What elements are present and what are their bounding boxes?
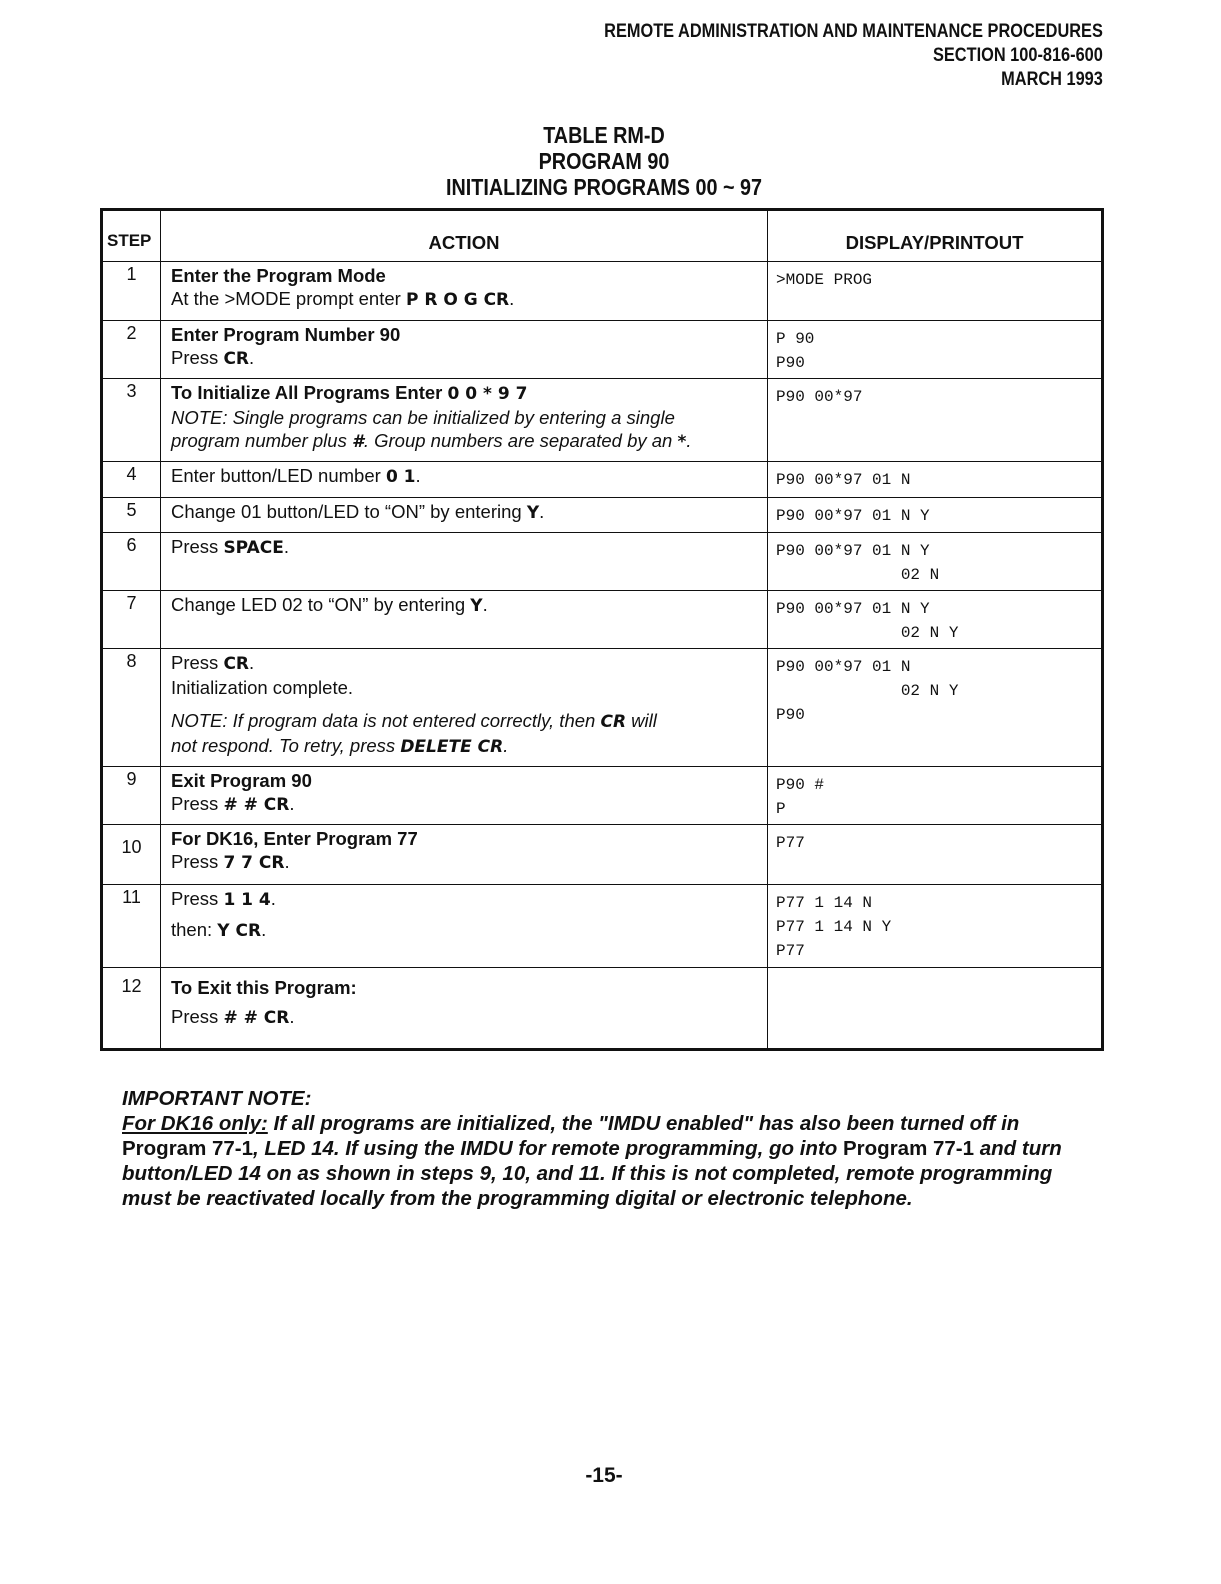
display-cell: P77 1 14 N P77 1 14 N Y P77 xyxy=(776,894,892,960)
punct: . xyxy=(249,652,255,673)
action-text: Press xyxy=(171,793,224,814)
title-line-2: PROGRAM 90 xyxy=(538,148,670,174)
step-number: 7 xyxy=(103,591,161,648)
table-row xyxy=(103,648,1101,766)
display-cell: P90 00*97 01 N Y xyxy=(776,507,930,525)
punct: . xyxy=(415,465,421,486)
action-cell xyxy=(161,498,768,532)
action-line xyxy=(171,792,757,817)
step-number: 3 xyxy=(103,379,161,461)
note-line xyxy=(171,709,757,734)
title-line-1: TABLE RM-D xyxy=(543,122,665,148)
punct: . xyxy=(503,735,509,756)
step-number: 10 xyxy=(103,825,161,884)
display-cell: >MODE PROG xyxy=(776,271,873,289)
page-number: -15- xyxy=(585,1464,623,1487)
keys: CR xyxy=(223,349,250,369)
action-heading: Enter the Program Mode xyxy=(171,265,386,286)
keys: * xyxy=(677,432,687,452)
action-cell xyxy=(161,533,768,590)
note-text: . Group numbers are separated by an xyxy=(363,430,678,451)
note-text: not respond. To retry, press xyxy=(171,735,401,756)
display-cell: P90 00*97 01 N Y 02 N xyxy=(776,542,940,584)
action-line xyxy=(171,381,757,406)
table-row xyxy=(103,378,1101,461)
table-row xyxy=(103,261,1101,320)
procedure-table xyxy=(100,208,1104,1051)
table-row xyxy=(103,766,1101,824)
step-number: 5 xyxy=(103,498,161,532)
action-heading: To Initialize All Programs Enter xyxy=(171,382,448,403)
punct: . xyxy=(270,888,276,909)
header-line-3: MARCH 1993 xyxy=(1001,69,1103,90)
action-cell xyxy=(161,379,768,461)
running-header xyxy=(604,20,1103,92)
table-row xyxy=(103,497,1101,532)
keys: # # CR xyxy=(223,1008,290,1028)
keys: 0 1 xyxy=(385,467,416,487)
table-title xyxy=(85,122,1124,200)
display-cell: P90 00*97 01 N Y 02 N Y xyxy=(776,600,959,642)
punct: . xyxy=(509,288,515,309)
action-cell xyxy=(161,591,768,648)
display-cell xyxy=(768,968,1101,1048)
action-line xyxy=(171,287,757,312)
step-number: 6 xyxy=(103,533,161,590)
step-number: 11 xyxy=(103,885,161,967)
punct: . xyxy=(482,594,488,615)
keys: Y xyxy=(470,596,483,616)
display-cell: P77 xyxy=(776,834,805,852)
step-number: 9 xyxy=(103,767,161,824)
note-program: Program 77-1 xyxy=(122,1137,254,1160)
action-text: Change LED 02 to “ON” by entering xyxy=(171,594,471,615)
display-cell: P90 00*97 01 N 02 N Y P90 xyxy=(776,658,959,724)
table-row xyxy=(103,967,1101,1048)
punct: . xyxy=(261,919,267,940)
keys: # # CR xyxy=(223,795,290,815)
note-text: will xyxy=(626,710,657,731)
keys: 0 0 * 9 7 xyxy=(447,384,528,404)
action-heading: To Exit this Program: xyxy=(171,977,357,998)
keys: 7 7 CR xyxy=(223,853,285,873)
header-line-2: SECTION 100-816-600 xyxy=(933,45,1103,66)
action-line xyxy=(171,999,757,1030)
title-line-3: INITIALIZING PROGRAMS 00 ~ 97 xyxy=(446,174,762,200)
punct: . xyxy=(289,1006,295,1027)
keys: CR xyxy=(223,654,250,674)
important-note xyxy=(122,1086,1102,1211)
action-cell xyxy=(161,262,768,320)
action-cell xyxy=(161,321,768,378)
keys: Y CR xyxy=(217,921,262,941)
note-text: NOTE: If program data is not entered correctly, then xyxy=(171,710,601,731)
action-heading: Exit Program 90 xyxy=(171,770,312,791)
action-line xyxy=(171,346,757,371)
display-cell: P90 00*97 xyxy=(776,388,863,406)
action-text: Press xyxy=(171,347,224,368)
action-text: Press xyxy=(171,888,224,909)
note-text: If all programs are initialized, the "IMDU enabled" has also been turned off in xyxy=(267,1112,1020,1135)
action-heading: For DK16, Enter Program 77 xyxy=(171,828,418,849)
action-text: Change 01 button/LED to “ON” by entering xyxy=(171,501,527,522)
display-cell: P90 00*97 01 N xyxy=(776,471,911,489)
important-note-heading: IMPORTANT NOTE: xyxy=(122,1087,312,1110)
table-header-row xyxy=(103,211,1101,261)
action-line xyxy=(171,850,757,875)
keys: P R O G CR xyxy=(405,290,510,310)
table-row xyxy=(103,590,1101,648)
column-header-display: DISPLAY/PRINTOUT xyxy=(845,232,1024,253)
action-text: Enter button/LED number xyxy=(171,465,386,486)
note-text: program number plus xyxy=(171,430,352,451)
punct: . xyxy=(249,347,255,368)
table-row xyxy=(103,824,1101,884)
action-line xyxy=(171,912,757,943)
step-number: 12 xyxy=(103,968,161,1048)
keys: Y xyxy=(526,503,540,523)
keys: # xyxy=(351,432,364,452)
action-text: Press xyxy=(171,652,224,673)
note-line xyxy=(171,734,757,759)
note-program: Program 77-1 xyxy=(843,1137,975,1160)
table-row xyxy=(103,320,1101,378)
column-header-step: STEP xyxy=(103,211,161,261)
action-text: Press xyxy=(171,851,224,872)
action-line xyxy=(171,651,757,676)
action-text: At the >MODE prompt enter xyxy=(171,288,406,309)
keys: SPACE xyxy=(223,538,284,558)
punct: . xyxy=(289,793,295,814)
punct: . xyxy=(284,851,290,872)
action-cell xyxy=(161,968,768,1048)
note-text: and turn button/LED 14 on as shown in steps 9, 10, and 11. If this is not completed, remote programming must be reactivated locally from the programming digital or electronic telephone. xyxy=(122,1137,1062,1210)
action-text: Initialization complete. xyxy=(171,677,354,698)
note-text: , LED 14. If using the IMDU for remote programming, go into xyxy=(253,1137,843,1160)
action-cell xyxy=(161,825,768,884)
table-row xyxy=(103,884,1101,967)
action-text: Press xyxy=(171,1006,224,1027)
action-cell xyxy=(161,885,768,967)
action-cell xyxy=(161,462,768,497)
step-number: 1 xyxy=(103,262,161,320)
step-number: 2 xyxy=(103,321,161,378)
table-row xyxy=(103,461,1101,497)
punct: . xyxy=(283,536,289,557)
note-text: NOTE: Single programs can be initialized by entering a single xyxy=(171,407,675,428)
action-line xyxy=(171,887,757,912)
table-row xyxy=(103,532,1101,590)
header-line-1: REMOTE ADMINISTRATION AND MAINTENANCE PROCEDURES xyxy=(604,21,1103,42)
action-heading: Enter Program Number 90 xyxy=(171,324,401,345)
action-cell xyxy=(161,767,768,824)
punct: . xyxy=(686,430,692,451)
action-text: Press xyxy=(171,536,224,557)
note-underlined: For DK16 only: xyxy=(122,1112,268,1135)
display-cell: P90 # P xyxy=(776,776,825,818)
keys: CR xyxy=(600,712,627,732)
action-cell xyxy=(161,649,768,766)
action-text: then: xyxy=(171,919,218,940)
display-cell: P 90 P90 xyxy=(776,330,815,372)
step-number: 4 xyxy=(103,462,161,497)
note-line xyxy=(171,429,757,454)
column-header-action: ACTION xyxy=(161,211,768,261)
important-note-body xyxy=(122,1111,1102,1211)
step-number: 8 xyxy=(103,649,161,766)
keys: 1 1 4 xyxy=(223,890,271,910)
punct: . xyxy=(539,501,545,522)
keys: DELETE CR xyxy=(400,737,504,757)
